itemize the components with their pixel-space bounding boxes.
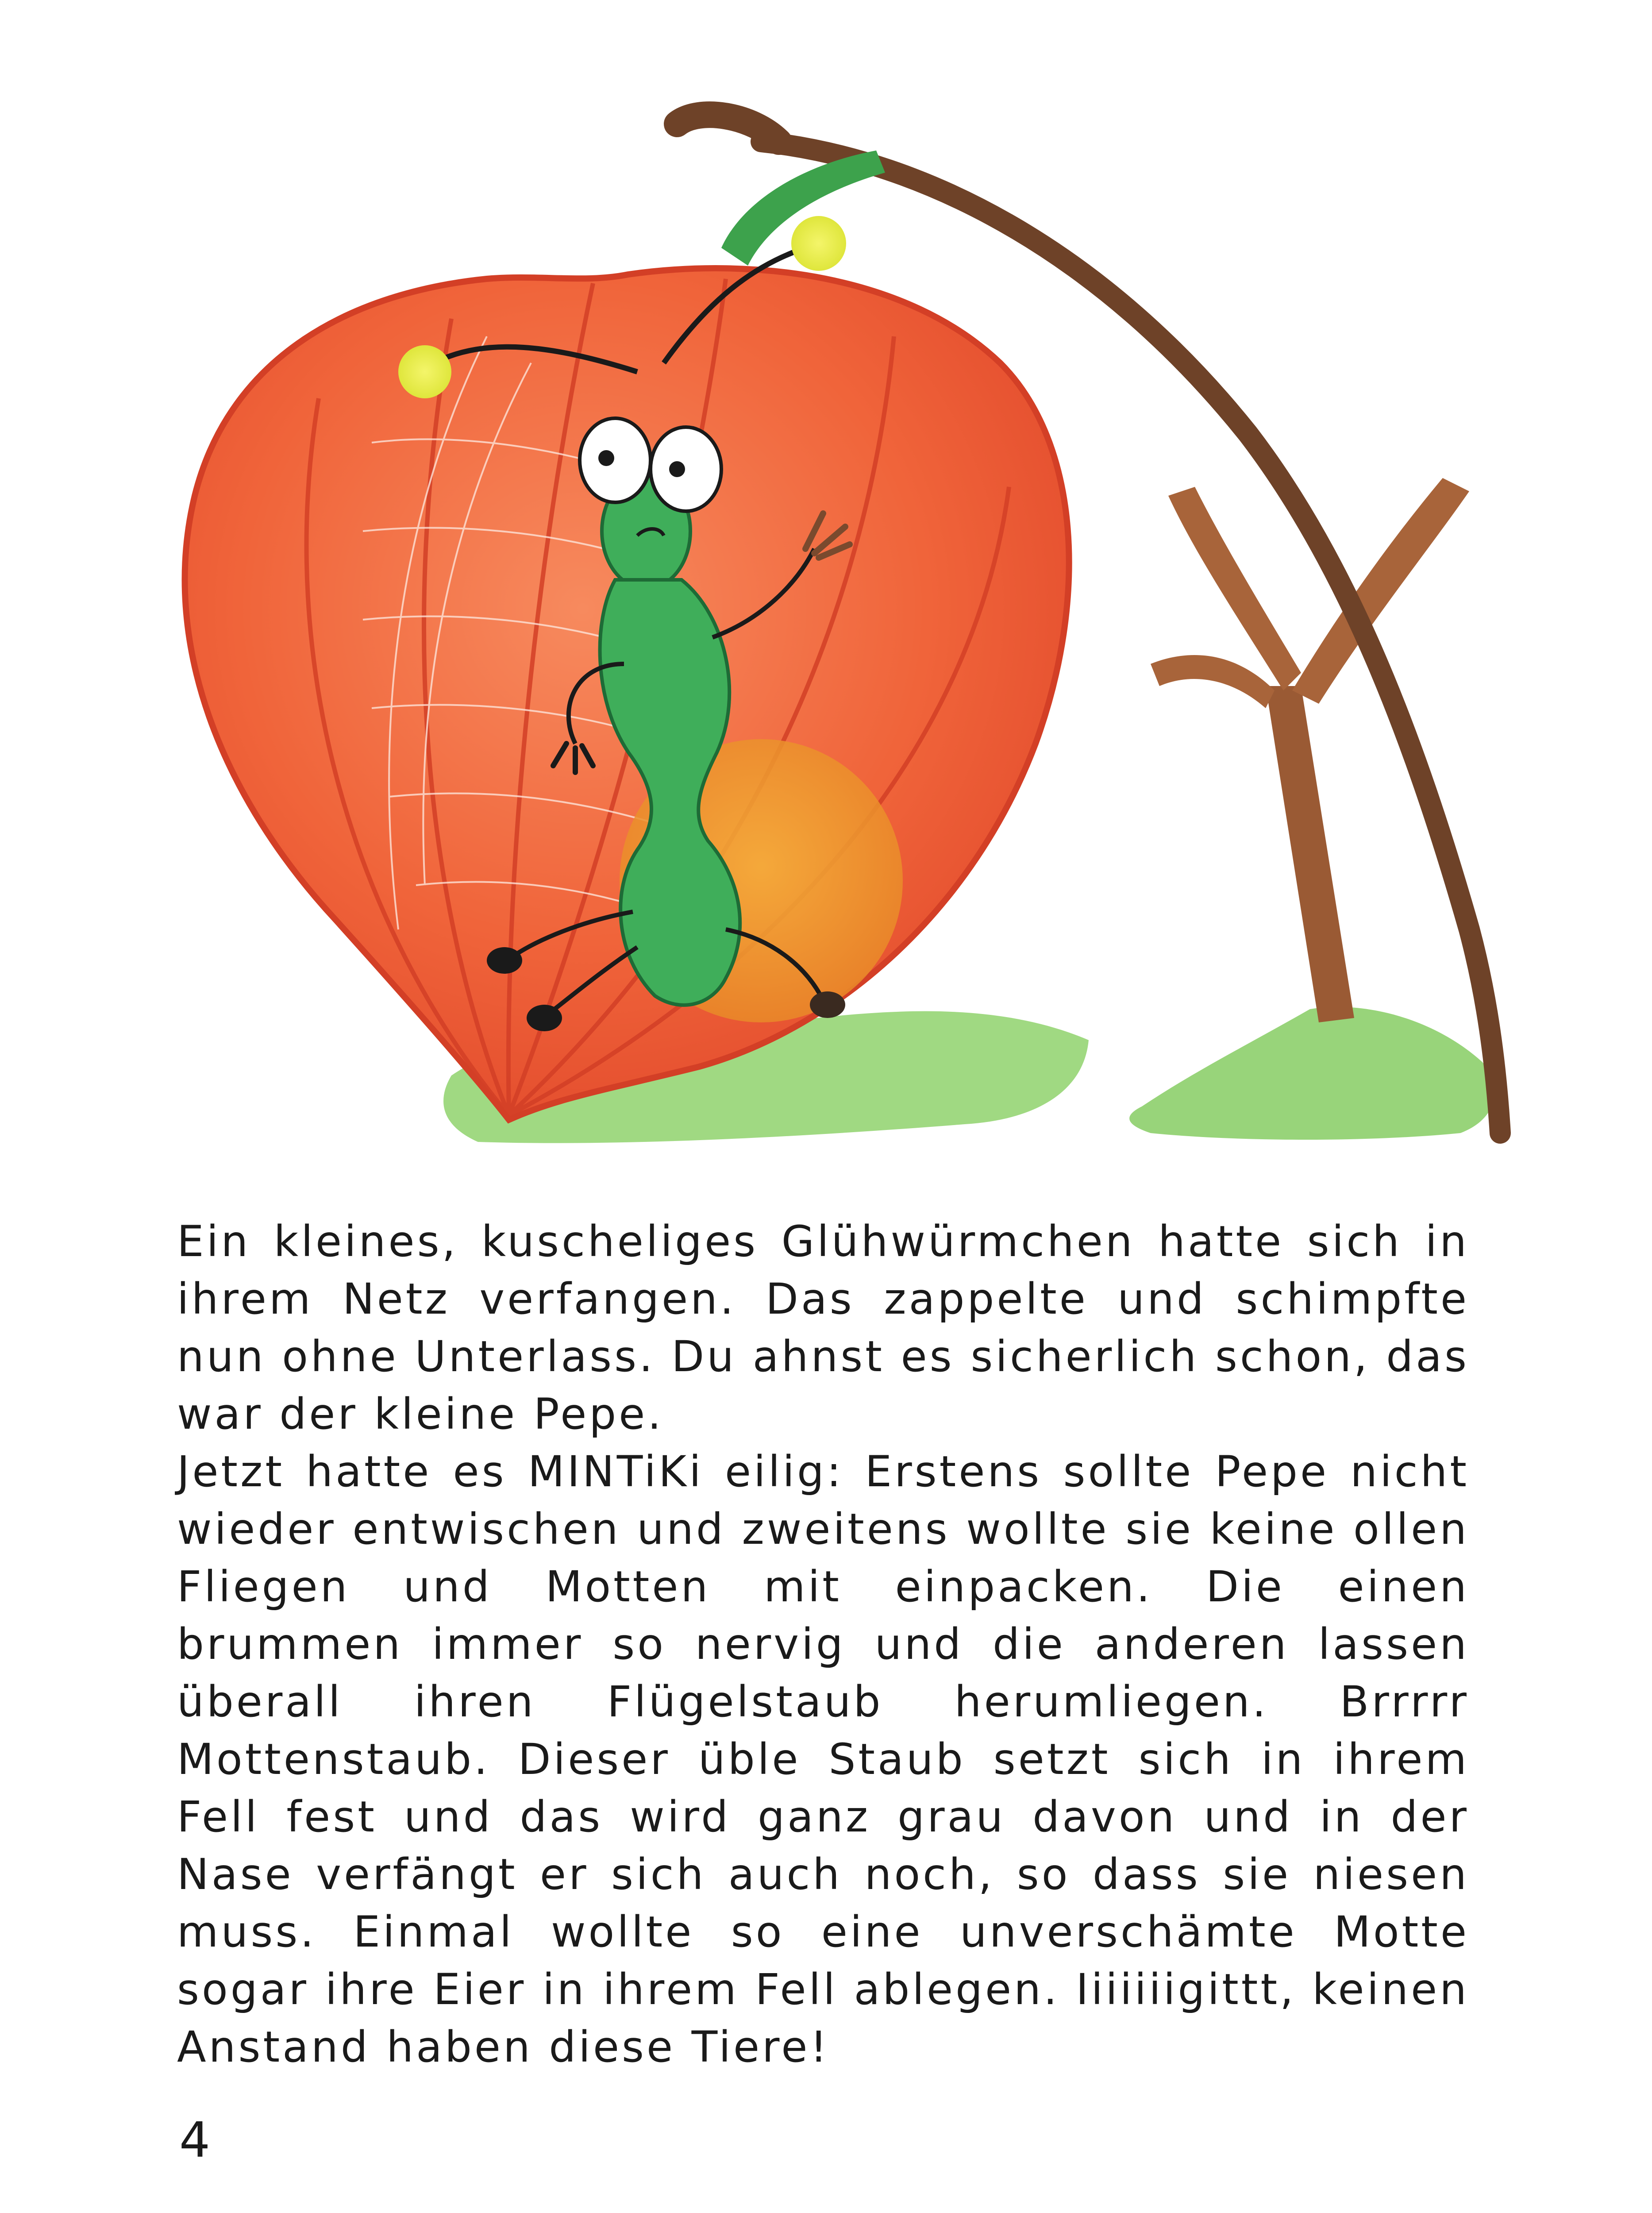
- glow-tip-right: [791, 216, 846, 271]
- grass-right: [1129, 1007, 1494, 1140]
- story-paragraph: Jetzt hatte es MINTiKi eilig: Erstens sollte Pepe nicht wieder entwischen und zweitens wollte sie keine ollen Fliegen und Motten mit einpacken. Die einen brummen immer so nervig und die anderen lassen überall ihren Flügelstaub herumliegen. Brrrrr Mottenstaub. Dieser üble Staub setzt sich in ihrem Fell fest und das wird ganz grau davon und in der Nase verfängt er sich auch noch, so dass sie niesen muss. Einmal wollte so eine unverschämte Motte sogar ihre Eier in ihrem Fell ablegen. Iiiiiiigittt, keinen Anstand haben diese Tiere!: [177, 1447, 1469, 2072]
- watercolor-illustration: [89, 89, 1593, 1222]
- story-paragraph: Ein kleines, kuscheliges Glühwürmchen hatte sich in ihrem Netz verfangen. Das zappelte und schimpfte nun ohne Unterlass. Du ahnst es sicherlich schon, das war der kleine Pepe.: [177, 1217, 1469, 1439]
- page-number: 4: [179, 2112, 210, 2168]
- story-text: [177, 1213, 1469, 2120]
- glow-tip-left: [398, 345, 451, 398]
